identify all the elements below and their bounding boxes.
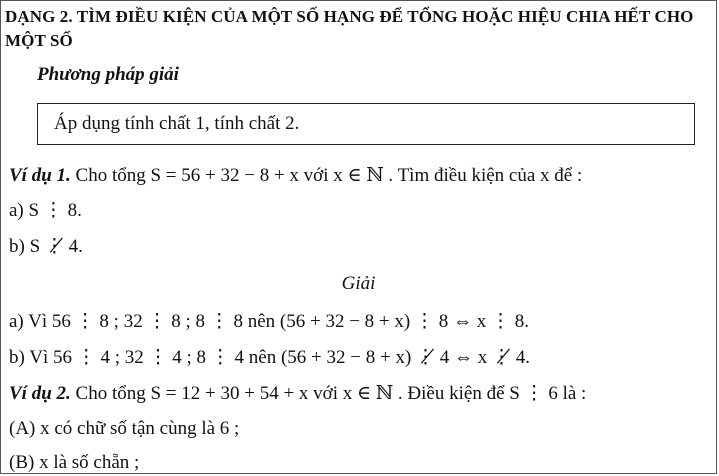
example1-part-b: b) S ⋮̸ 4.: [9, 236, 83, 257]
example2-text: Cho tổng S = 12 + 30 + 54 + x với x ∈ ℕ . Điều kiện để S ⋮ 6 là :: [70, 383, 587, 404]
section-heading-text: TÌM ĐIỀU KIỆN CỦA MỘT SỐ HẠNG ĐỂ TỔNG HOẶC HIỆU CHIA HẾT CHO: [72, 7, 694, 26]
method-title: Phương pháp giải: [37, 64, 179, 85]
solution-part-b: b) Vì 56 ⋮ 4 ; 32 ⋮ 4 ; 8 ⋮ 4 nên (56 + 32 − 8 + x) ⋮̸ 4 ⇔ x ⋮̸ 4.: [9, 347, 531, 368]
example2-label: Ví dụ 2.: [9, 383, 71, 404]
example2-statement: [9, 382, 586, 406]
example2-option-a: (A) x có chữ số tận cùng là 6 ;: [9, 418, 240, 439]
method-box: [37, 103, 695, 145]
example1-statement: [9, 164, 582, 188]
section-heading-line2: MỘT SỐ: [5, 31, 73, 50]
section-heading-line1: [5, 5, 694, 29]
solution-title: Giải: [341, 273, 376, 294]
example1-label: Ví dụ 1.: [9, 165, 71, 186]
method-box-text: Áp dụng tính chất 1, tính chất 2.: [54, 113, 300, 134]
example1-part-a: a) S ⋮ 8.: [9, 200, 82, 221]
solution-part-a: a) Vì 56 ⋮ 8 ; 32 ⋮ 8 ; 8 ⋮ 8 nên (56 + 32 − 8 + x) ⋮ 8 ⇔ x ⋮ 8.: [9, 311, 529, 332]
section-heading-label: DẠNG 2.: [5, 7, 73, 26]
example1-text: Cho tổng S = 56 + 32 − 8 + x với x ∈ ℕ . Tìm điều kiện của x để :: [70, 165, 583, 186]
example2-option-b: (B) x là số chẵn ;: [9, 452, 140, 473]
